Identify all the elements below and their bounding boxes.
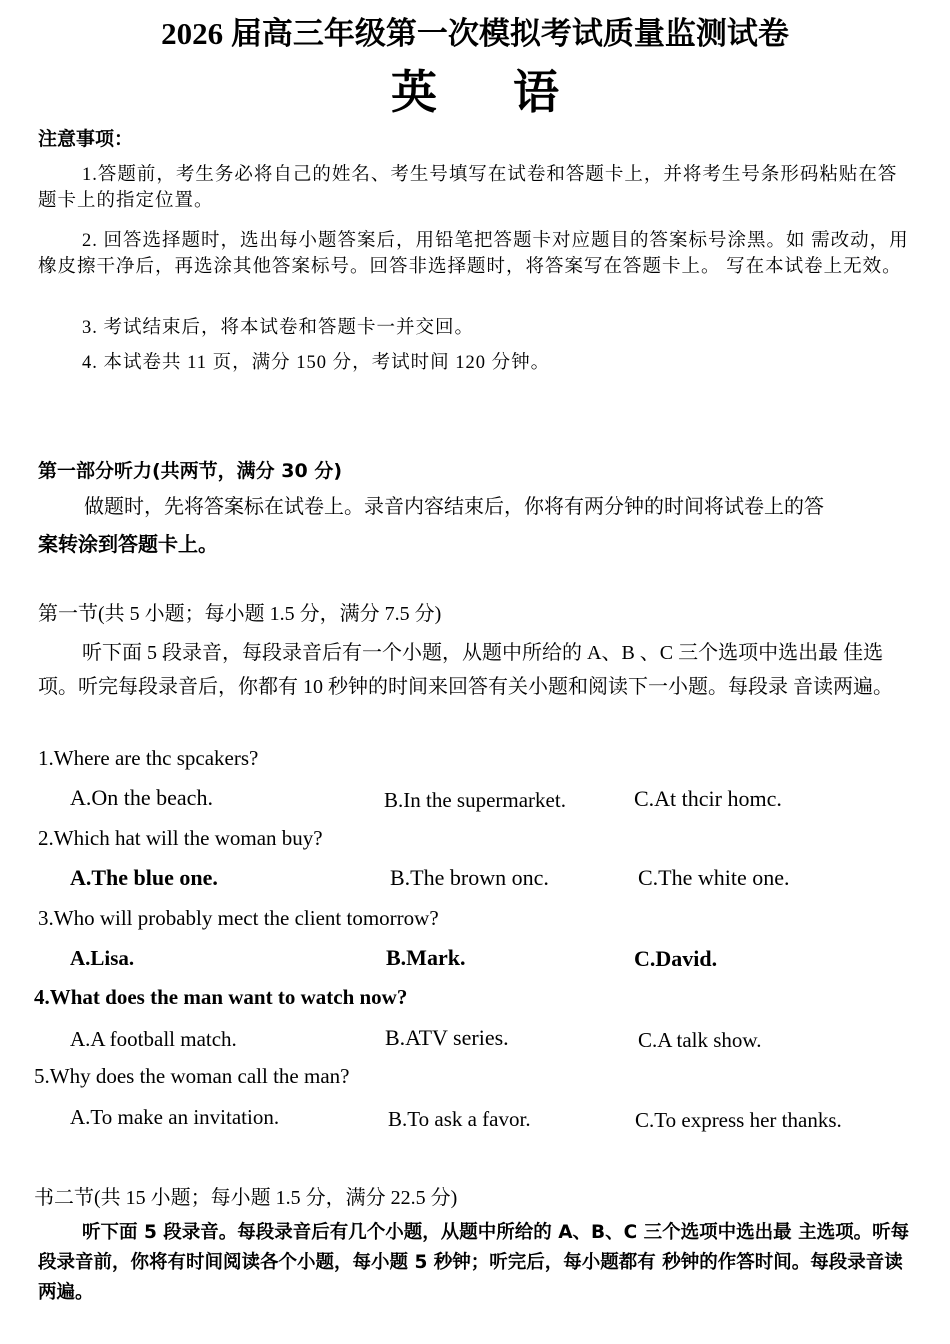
question-1-option-c: C.At thcir homc. bbox=[634, 786, 782, 811]
part1-heading: 第一部分听力(共两节，满分 30 分) bbox=[38, 460, 343, 482]
section2-instruction: 听下面 5 段录音。每段录音后有几个小题，从题中所给的 A、B、C 三个选项中选出最 主选项。听每段录音前，你将有时间阅读各个小题，每小题 5 秒钟；听完后，每小题都有 秒钟的作答时间。每段录音读两遍。 bbox=[38, 1222, 910, 1303]
question-3-option-b: B.Mark. bbox=[386, 945, 466, 970]
notice-item-2: 2. 回答选择题时，选出每小题答案后，用铅笔把答题卡对应题目的答案标号涂黑。如 需改动，用橡皮擦干净后，再选涂其他答案标号。回答非选择题时，将答案写在答题卡上。 写在本试卷上无效。 bbox=[38, 231, 909, 277]
question-5-option-b: B.To ask a favor. bbox=[388, 1107, 531, 1131]
question-4: 4.What does the man want to watch now? bbox=[34, 985, 408, 1009]
section1-instruction: 听下面 5 段录音，每段录音后有一个小题，从题中所给的 A、B 、C 三个选项中选出最 佳选项。听完每段录音后，你都有 10 秒钟的时间来回答有关小题和阅读下一小题。每段录 音读两遍。 bbox=[38, 642, 893, 698]
question-1: 1.Where are thc spcakers? bbox=[38, 746, 259, 770]
question-4-option-c: C.A talk show. bbox=[638, 1028, 762, 1052]
notice-heading: 注意事项： bbox=[38, 128, 134, 150]
part1-instruction-line2: 案转涂到答题卡上。 bbox=[38, 534, 218, 556]
question-5-option-a: A.To make an invitation. bbox=[70, 1105, 280, 1129]
question-4-option-a: A.A football match. bbox=[70, 1027, 237, 1051]
question-2: 2.Which hat will the woman buy? bbox=[38, 826, 323, 850]
subject-title: 英 语 bbox=[390, 65, 589, 119]
section1-heading: 第一节(共 5 小题；每小题 1.5 分，满分 7.5 分) bbox=[38, 603, 442, 625]
question-3-option-c: C.David. bbox=[634, 946, 718, 971]
question-2-option-c: C.The white one. bbox=[638, 865, 790, 890]
question-3: 3.Who will probably mect the client tomorrow? bbox=[38, 906, 439, 930]
notice-item-1: 1.答题前，考生务必将自己的姓名、考生号填写在试卷和答题卡上，并将考生号条形码粘贴在答题卡上的指定位置。 bbox=[38, 165, 898, 211]
question-5: 5.Why does the woman call the man? bbox=[34, 1064, 350, 1088]
exam-title: 2026 届高三年级第一次模拟考试质量监测试卷 bbox=[161, 16, 789, 51]
question-3-option-a: A.Lisa. bbox=[70, 946, 135, 970]
question-5-option-c: C.To express her thanks. bbox=[635, 1108, 842, 1132]
notice-item-3: 3. 考试结束后，将本试卷和答题卡一并交回。 bbox=[82, 318, 475, 338]
section2-heading: 书二节(共 15 小题；每小题 1.5 分，满分 22.5 分) bbox=[34, 1187, 458, 1209]
question-2-option-b: B.The brown onc. bbox=[390, 865, 549, 890]
question-4-option-b: B.ATV series. bbox=[385, 1025, 509, 1050]
question-1-option-a: A.On the beach. bbox=[70, 785, 213, 810]
notice-item-4: 4. 本试卷共 11 页，满分 150 分，考试时间 120 分钟。 bbox=[82, 353, 551, 373]
question-2-option-a: A.The blue one. bbox=[70, 865, 218, 890]
part1-instruction-line1: 做题时，先将答案标在试卷上。录音内容结束后，你将有两分钟的时间将试卷上的答 bbox=[84, 496, 824, 518]
question-1-option-b: B.In the supermarket. bbox=[384, 788, 566, 812]
